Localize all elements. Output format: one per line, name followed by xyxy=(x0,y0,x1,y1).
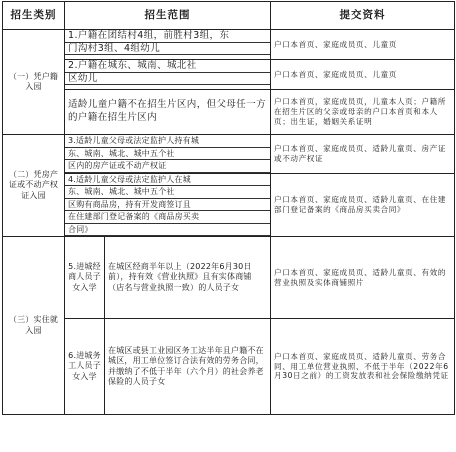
scope-line: 区幼儿 xyxy=(65,73,270,86)
scope-cell xyxy=(65,60,271,90)
table-row xyxy=(3,30,455,60)
scope-line: 区内的房产证或不动产权证 xyxy=(65,160,270,173)
table-row xyxy=(3,60,455,90)
materials-cell: 户口本首页、家庭成员页、适龄儿童页、有效的营业执照及实体商铺照片 xyxy=(271,237,455,319)
table-row xyxy=(3,90,455,135)
table-row xyxy=(3,319,455,415)
scope-line: 合同》 xyxy=(65,224,270,237)
materials-cell: 户口本首页、家庭成员页、儿童页 xyxy=(271,30,455,60)
scope-line: 在住建部门登记备案的《商品房买卖 xyxy=(65,211,270,224)
category-cell: （二）凭房产证或不动产权证入园 xyxy=(3,135,65,237)
scope-line: 1.户籍在团结村4组，前胜村3组，东 xyxy=(65,30,270,43)
admission-table xyxy=(2,1,455,415)
subcategory-cell: 5.进城经商人员子女入学 xyxy=(65,237,105,319)
table-row xyxy=(3,135,455,174)
scope-line: 门沟村3组、4组幼儿 xyxy=(65,43,270,56)
scope-line: 4.适龄儿童父母或法定监护人在城 xyxy=(65,174,270,187)
materials-cell: 户口本首页，家庭成员页，儿童本人页；户籍所在招生片区的父亲或母亲的户口本首页和本人页；出生证，婚姻关系证明 xyxy=(271,90,455,135)
category-cell: （三）实住就入园 xyxy=(3,237,65,415)
header-category: 招生类别 xyxy=(3,2,65,30)
scope-line: 区购有商品房，持有开发商签订且 xyxy=(65,199,270,212)
materials-cell: 户口本首页、家庭成员页、适龄儿童页、房产证或不动产权证 xyxy=(271,135,455,174)
table-row xyxy=(3,173,455,237)
scope-line: 东、城南、城北、城中五个社 xyxy=(65,186,270,199)
scope-cell: 适龄儿童户籍不在招生片区内，但父母任一方的户籍在招生片区内 xyxy=(65,90,271,135)
scope-cell xyxy=(65,135,271,174)
scope-cell: 在城区或县工业园区务工达半年且户籍不在城区，用工单位签订合法有效的劳务合同，并缴纳了不低于半年（六个月）的社会养老保险的人员子女 xyxy=(105,319,271,415)
materials-cell: 户口本首页、家庭成员页、适龄儿童页、劳务合同、用工单位营业执照、不低于半年（2022年6月30日之前）的工资发放表和社会保险缴纳凭证 xyxy=(271,319,455,415)
subcategory-cell: 6.进城务工人员子女入学 xyxy=(65,319,105,415)
scope-cell xyxy=(65,30,271,60)
scope-line: 3.适龄儿童父母或法定监护人持有城 xyxy=(65,135,270,148)
materials-cell: 户口本首页、家庭成员页、儿童页 xyxy=(271,60,455,90)
header-row xyxy=(3,2,455,30)
header-materials: 提交资料 xyxy=(271,2,455,30)
scope-cell xyxy=(65,173,271,237)
header-scope: 招生范围 xyxy=(65,2,271,30)
scope-line: 2.户籍在城东、城南、城北社 xyxy=(65,60,270,73)
scope-cell: 在城区经商半年以上（2022年6月30日前），持有效《营业执照》且有实体商铺（店名与营业执照一致）的人员子女 xyxy=(105,237,271,319)
table-row xyxy=(3,237,455,319)
materials-cell: 户口本首页、家庭成员页、适龄儿童页、在住建部门登记备案的《商品房买卖合同》 xyxy=(271,173,455,237)
category-cell: （一）凭户籍入园 xyxy=(3,30,65,135)
scope-line: 东、城南、城北、城中五个社 xyxy=(65,148,270,161)
